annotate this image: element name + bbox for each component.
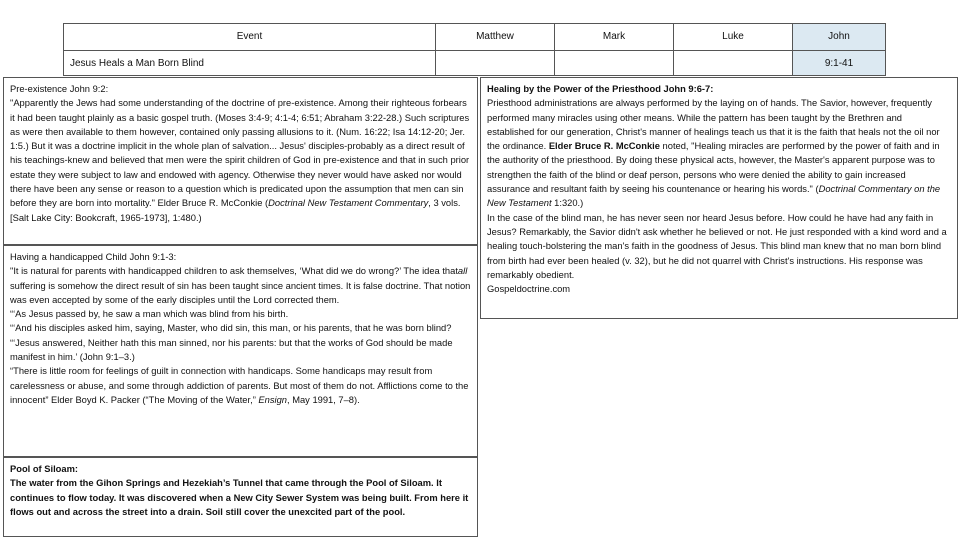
col-header-luke: Luke bbox=[674, 24, 793, 51]
preexistence-title: Pre-existence John 9:2: bbox=[10, 84, 109, 94]
header-row bbox=[64, 24, 886, 51]
event-name: Jesus Heals a Man Born Blind bbox=[64, 51, 436, 76]
handicapped-p2: “‘As Jesus passed by, he saw a man which was blind from his birth. bbox=[10, 309, 289, 320]
siloam-note bbox=[3, 457, 478, 537]
handicapped-p3: “‘And his disciples asked him, saying, Master, who did sin, this man, or his parents, that he was born blind? bbox=[10, 323, 452, 334]
col-header-john: John bbox=[793, 24, 886, 51]
harmony-table bbox=[63, 23, 886, 76]
handicapped-note bbox=[3, 245, 478, 457]
priesthood-citation: Doctrinal Commentary on the New Testament bbox=[487, 184, 941, 209]
col-header-mark: Mark bbox=[555, 24, 674, 51]
priesthood-body1: Priesthood administrations are always performed by the laying on of hands. The Savior, however, frequently performed many miracles using other means. While the pattern has been taught by the Brethren and established for our generation, Christ's manner of healings teach us that it is the faith that heals not the oil nor the ordinance. Elder Bruce R. McConkie noted, "Healing miracles are performed by the power of faith and in the authority of the priesthood. By doing these physical acts, however, the Master's apparent purpose was to strengthen the faith of the blind or deaf person, persons who were denied the ability to gain increased assurance and resultant faith by seeing his countenance or hearing his words." (Doctrinal Commentary on the New Testament 1:320.) bbox=[487, 98, 941, 209]
handicapped-p5: “There is little room for feelings of guilt in connection with handicaps. Some handicaps may result from carelessness or abuse, and some through addiction of parents. But most of them do not. Afflictions come to the innocent” Elder Boyd K. Packer (“The Moving of the Water,” Ensign, May 1991, 7–8). bbox=[10, 366, 469, 405]
john-ref: 9:1-41 bbox=[793, 51, 886, 76]
handicapped-p1: "It is natural for parents with handicapped children to ask themselves, ‘What did we do wrong?’ The idea thatall suffering is somehow the direct result of sin has been taught since ancient times. It is false doctrine. That notion was even accepted by some of the early disciples until the Lord corrected them. bbox=[10, 266, 471, 305]
mark-ref bbox=[555, 51, 674, 76]
priesthood-source: Gospeldoctrine.com bbox=[487, 284, 571, 295]
priesthood-note bbox=[480, 77, 958, 319]
priesthood-speaker: Elder Bruce R. McConkie bbox=[548, 141, 660, 152]
handicapped-p4: “‘Jesus answered, Neither hath this man sinned, nor his parents: but that the works of God should be made manifest in him.’ (John 9:1–3.) bbox=[10, 337, 453, 363]
col-header-event: Event bbox=[64, 24, 436, 51]
siloam-title: Pool of Siloam: bbox=[10, 464, 79, 474]
handicapped-title: Having a handicapped Child John 9:1-3: bbox=[10, 252, 177, 262]
priesthood-title: Healing by the Power of the Priesthood John 9:6-7: bbox=[487, 84, 714, 94]
preexistence-body: "Apparently the Jews had some understanding of the doctrine of pre-existence. Among their righteous forbears it had been taught plainly as a basic gospel truth. (Moses 3:4-9; 4:1-4; 6:51; Abraham 3:22-28.) Such scriptures as were then available to them however, contained only passing allusions to it. (Num. 16:22; Isa 14:12-20; Jer. 1:5.) But it was a doctrine implicit in the whole plan of salvation... Jesus' disciples-probably as a direct result of his teachings-knew and believed that men were the spirit children of God in pre-existence and that in such prior estate they were subject to law and endowed with agency. Otherwise they never would have asked nor would there have been any sense or reason to a question which is predicated upon the assumption that men can sin before they are born into mortality." Elder Bruce R. McConkie (Doctrinal New Testament Commentary, 3 vols. [Salt Lake City: Bookcraft, 1965-1973], 1:480.) bbox=[10, 98, 470, 223]
preexistence-note bbox=[3, 77, 478, 245]
priesthood-body2: In the case of the blind man, he has never seen nor heard Jesus before. How could he have had any faith in Jesus? Remarkably, the Savior didn't ask whether he believed or not. He just responded with a kind word and a healing touch-bolstering the man's faith in the goodness of Jesus. This blind man knew that no man born blind from birth had ever been healed (v. 32), but he did not quarrel with Christ's instructions. His response was remarkably obedient. bbox=[487, 212, 947, 280]
event-row bbox=[64, 51, 886, 76]
matthew-ref bbox=[436, 51, 555, 76]
col-header-matthew: Matthew bbox=[436, 24, 555, 51]
preexistence-citation: Doctrinal New Testament Commentary bbox=[268, 198, 429, 209]
luke-ref bbox=[674, 51, 793, 76]
siloam-body: The water from the Gihon Springs and Hezekiah’s Tunnel that came through the Pool of Siloam. It continues to flow today. It was discovered when a New City Sewer System was being built. From here it flows out and across the street into a drain. Soil still cover the unexcited part of the pool. bbox=[10, 478, 469, 517]
